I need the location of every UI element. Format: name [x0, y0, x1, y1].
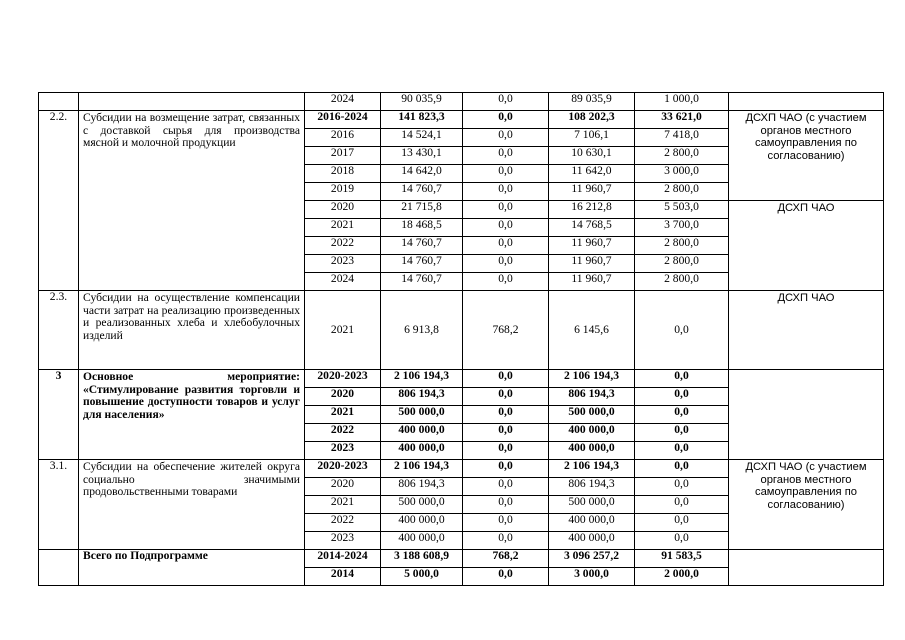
item-name: Субсидии на осуществление компенсации части затрат на реализацию произведенных и реализованных хлеба и хлебобулочных изделий [79, 291, 305, 370]
local-cell: 0,0 [635, 514, 729, 532]
regional-cell: 11 642,0 [549, 165, 635, 183]
item-name: Субсидии на возмещение затрат, связанных с доставкой сырья для производства мясной и молочной продукции [79, 111, 305, 291]
local-cell: 2 800,0 [635, 273, 729, 291]
local-cell: 5 503,0 [635, 201, 729, 219]
federal-cell: 0,0 [463, 532, 549, 550]
total-cell: 14 760,7 [381, 273, 463, 291]
regional-cell: 89 035,9 [549, 93, 635, 111]
local-cell: 0,0 [635, 532, 729, 550]
year-cell: 2022 [305, 424, 381, 442]
year-cell: 2014 [305, 568, 381, 586]
regional-cell: 11 960,7 [549, 273, 635, 291]
total-cell: 500 000,0 [381, 496, 463, 514]
total-cell: 6 913,8 [381, 291, 463, 370]
total-cell: 500 000,0 [381, 406, 463, 424]
total-cell: 806 194,3 [381, 478, 463, 496]
executor-cell: ДСХП ЧАО (с участием органов местного самоуправления по согласованию) [729, 460, 884, 550]
regional-cell: 108 202,3 [549, 111, 635, 129]
regional-cell: 400 000,0 [549, 514, 635, 532]
year-cell: 2020 [305, 388, 381, 406]
federal-cell: 768,2 [463, 291, 549, 370]
total-cell: 14 524,1 [381, 129, 463, 147]
local-cell: 2 800,0 [635, 183, 729, 201]
local-cell: 91 583,5 [635, 550, 729, 568]
regional-cell: 400 000,0 [549, 532, 635, 550]
regional-cell: 14 768,5 [549, 219, 635, 237]
table-row [39, 550, 884, 568]
regional-cell: 2 106 194,3 [549, 370, 635, 388]
year-cell: 2020-2023 [305, 370, 381, 388]
year-cell: 2023 [305, 255, 381, 273]
regional-cell: 400 000,0 [549, 442, 635, 460]
federal-cell: 0,0 [463, 147, 549, 165]
regional-cell: 7 106,1 [549, 129, 635, 147]
regional-cell: 11 960,7 [549, 237, 635, 255]
local-cell: 2 800,0 [635, 147, 729, 165]
regional-cell: 806 194,3 [549, 388, 635, 406]
year-cell: 2021 [305, 496, 381, 514]
local-cell: 2 800,0 [635, 237, 729, 255]
total-cell: 2 106 194,3 [381, 370, 463, 388]
regional-cell: 2 106 194,3 [549, 460, 635, 478]
federal-cell: 0,0 [463, 568, 549, 586]
federal-cell: 0,0 [463, 111, 549, 129]
regional-cell: 500 000,0 [549, 406, 635, 424]
federal-cell: 0,0 [463, 219, 549, 237]
local-cell: 0,0 [635, 496, 729, 514]
regional-cell: 11 960,7 [549, 183, 635, 201]
federal-cell: 768,2 [463, 550, 549, 568]
regional-cell: 400 000,0 [549, 424, 635, 442]
federal-cell: 0,0 [463, 478, 549, 496]
year-cell: 2018 [305, 165, 381, 183]
total-cell: 14 760,7 [381, 255, 463, 273]
year-cell: 2021 [305, 291, 381, 370]
regional-cell: 6 145,6 [549, 291, 635, 370]
year-cell: 2024 [305, 93, 381, 111]
federal-cell: 0,0 [463, 388, 549, 406]
item-number: 3.1. [39, 460, 79, 550]
year-cell: 2014-2024 [305, 550, 381, 568]
regional-cell: 3 000,0 [549, 568, 635, 586]
federal-cell: 0,0 [463, 406, 549, 424]
item-number: 2.3. [39, 291, 79, 370]
total-cell: 90 035,9 [381, 93, 463, 111]
local-cell: 0,0 [635, 291, 729, 370]
local-cell: 3 700,0 [635, 219, 729, 237]
year-cell: 2016-2024 [305, 111, 381, 129]
local-cell: 33 621,0 [635, 111, 729, 129]
regional-cell: 10 630,1 [549, 147, 635, 165]
item-name: Субсидии на обеспечение жителей округа социально значимыми продовольственными товарами [79, 460, 305, 550]
regional-cell: 3 096 257,2 [549, 550, 635, 568]
year-cell: 2022 [305, 514, 381, 532]
federal-cell: 0,0 [463, 496, 549, 514]
subprogram-funding-table [38, 92, 884, 586]
table-row [39, 291, 884, 370]
table-row [39, 370, 884, 388]
total-cell: 2 106 194,3 [381, 460, 463, 478]
local-cell: 0,0 [635, 424, 729, 442]
year-cell: 2023 [305, 532, 381, 550]
year-cell: 2022 [305, 237, 381, 255]
federal-cell: 0,0 [463, 273, 549, 291]
total-cell: 806 194,3 [381, 388, 463, 406]
local-cell: 7 418,0 [635, 129, 729, 147]
local-cell: 2 000,0 [635, 568, 729, 586]
local-cell: 0,0 [635, 460, 729, 478]
regional-cell: 806 194,3 [549, 478, 635, 496]
item-name: Основное мероприятие: «Стимулирование развития торговли и повышение доступности товаров и услуг для населения» [79, 370, 305, 460]
regional-cell: 11 960,7 [549, 255, 635, 273]
table-row [39, 111, 884, 129]
federal-cell: 0,0 [463, 255, 549, 273]
federal-cell: 0,0 [463, 442, 549, 460]
item-number: 3 [39, 370, 79, 460]
total-cell: 5 000,0 [381, 568, 463, 586]
total-cell: 400 000,0 [381, 532, 463, 550]
total-cell: 3 188 608,9 [381, 550, 463, 568]
year-cell: 2017 [305, 147, 381, 165]
year-cell: 2020 [305, 201, 381, 219]
year-cell: 2024 [305, 273, 381, 291]
local-cell: 0,0 [635, 478, 729, 496]
federal-cell: 0,0 [463, 460, 549, 478]
executor-cell [729, 370, 884, 460]
local-cell: 3 000,0 [635, 165, 729, 183]
total-label: Всего по Подпрограмме [79, 550, 305, 586]
total-cell: 141 823,3 [381, 111, 463, 129]
executor-cell: ДСХП ЧАО [729, 201, 884, 291]
federal-cell: 0,0 [463, 129, 549, 147]
year-cell: 2021 [305, 219, 381, 237]
total-cell: 400 000,0 [381, 424, 463, 442]
regional-cell: 16 212,8 [549, 201, 635, 219]
executor-cell: ДСХП ЧАО [729, 291, 884, 370]
local-cell: 0,0 [635, 388, 729, 406]
total-cell: 14 642,0 [381, 165, 463, 183]
total-cell: 13 430,1 [381, 147, 463, 165]
federal-cell: 0,0 [463, 183, 549, 201]
federal-cell: 0,0 [463, 370, 549, 388]
executor-cell [729, 550, 884, 586]
local-cell: 2 800,0 [635, 255, 729, 273]
year-cell: 2019 [305, 183, 381, 201]
local-cell: 1 000,0 [635, 93, 729, 111]
year-cell: 2023 [305, 442, 381, 460]
federal-cell: 0,0 [463, 237, 549, 255]
total-cell: 21 715,8 [381, 201, 463, 219]
federal-cell: 0,0 [463, 424, 549, 442]
local-cell: 0,0 [635, 406, 729, 424]
table-row [39, 93, 884, 111]
year-cell: 2020-2023 [305, 460, 381, 478]
executor-cell: ДСХП ЧАО (с участием органов местного самоуправления по согласованию) [729, 111, 884, 201]
year-cell: 2020 [305, 478, 381, 496]
total-cell: 14 760,7 [381, 183, 463, 201]
regional-cell: 500 000,0 [549, 496, 635, 514]
local-cell: 0,0 [635, 442, 729, 460]
total-cell: 400 000,0 [381, 514, 463, 532]
federal-cell: 0,0 [463, 201, 549, 219]
local-cell: 0,0 [635, 370, 729, 388]
year-cell: 2016 [305, 129, 381, 147]
item-number: 2.2. [39, 111, 79, 291]
total-cell: 400 000,0 [381, 442, 463, 460]
year-cell: 2021 [305, 406, 381, 424]
total-cell: 14 760,7 [381, 237, 463, 255]
total-cell: 18 468,5 [381, 219, 463, 237]
table-row [39, 460, 884, 478]
federal-cell: 0,0 [463, 93, 549, 111]
federal-cell: 0,0 [463, 514, 549, 532]
federal-cell: 0,0 [463, 165, 549, 183]
